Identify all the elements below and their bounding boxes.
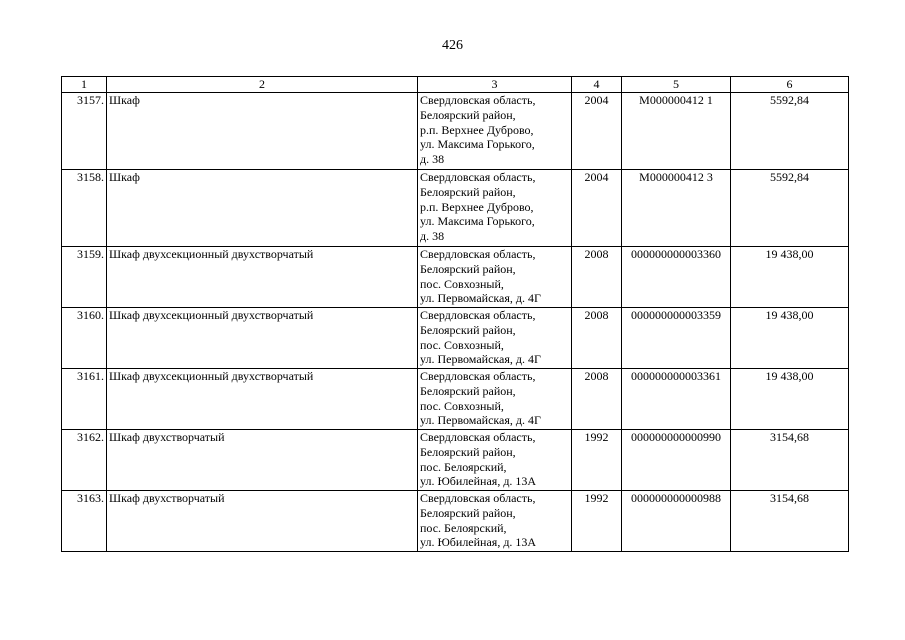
table-body — [62, 93, 849, 552]
header-col-6: 6 — [731, 77, 849, 93]
item-year: 2004 — [572, 93, 622, 170]
item-address: Свердловская область, Белоярский район, пос. Совхозный, ул. Первомайская, д. 4Г — [418, 308, 572, 369]
table-row — [62, 170, 849, 247]
item-cost: 19 438,00 — [731, 247, 849, 308]
property-table — [61, 76, 849, 552]
item-cost: 5592,84 — [731, 170, 849, 247]
page-number: 426 — [442, 38, 463, 53]
table-header-row — [62, 77, 849, 93]
header-col-5: 5 — [622, 77, 731, 93]
row-number: 3160. — [62, 308, 107, 369]
inventory-number: 000000000003360 — [622, 247, 731, 308]
item-name: Шкаф двухсекционный двухстворчатый — [107, 369, 418, 430]
row-number: 3161. — [62, 369, 107, 430]
item-address: Свердловская область, Белоярский район, пос. Совхозный, ул. Первомайская, д. 4Г — [418, 247, 572, 308]
item-year: 2008 — [572, 247, 622, 308]
table-header — [62, 77, 849, 93]
header-col-3: 3 — [418, 77, 572, 93]
inventory-number: 000000000000990 — [622, 430, 731, 491]
item-address: Свердловская область, Белоярский район, пос. Совхозный, ул. Первомайская, д. 4Г — [418, 369, 572, 430]
item-cost: 3154,68 — [731, 491, 849, 552]
table-row — [62, 93, 849, 170]
table-row — [62, 369, 849, 430]
item-cost: 19 438,00 — [731, 369, 849, 430]
item-year: 2008 — [572, 369, 622, 430]
item-year: 2004 — [572, 170, 622, 247]
item-address: Свердловская область, Белоярский район, пос. Белоярский, ул. Юбилейная, д. 13А — [418, 430, 572, 491]
header-col-1: 1 — [62, 77, 107, 93]
item-cost: 3154,68 — [731, 430, 849, 491]
inventory-number: 000000000000988 — [622, 491, 731, 552]
item-name: Шкаф двухстворчатый — [107, 430, 418, 491]
table-row — [62, 308, 849, 369]
item-name: Шкаф двухсекционный двухстворчатый — [107, 308, 418, 369]
inventory-number: М000000412 1 — [622, 93, 731, 170]
header-col-4: 4 — [572, 77, 622, 93]
item-name: Шкаф двухстворчатый — [107, 491, 418, 552]
item-cost: 19 438,00 — [731, 308, 849, 369]
item-name: Шкаф двухсекционный двухстворчатый — [107, 247, 418, 308]
item-cost: 5592,84 — [731, 93, 849, 170]
item-year: 1992 — [572, 430, 622, 491]
table-row — [62, 247, 849, 308]
row-number: 3159. — [62, 247, 107, 308]
item-address: Свердловская область, Белоярский район, р.п. Верхнее Дуброво, ул. Максима Горького, д. 38 — [418, 93, 572, 170]
row-number: 3162. — [62, 430, 107, 491]
item-address: Свердловская область, Белоярский район, пос. Белоярский, ул. Юбилейная, д. 13А — [418, 491, 572, 552]
item-address: Свердловская область, Белоярский район, р.п. Верхнее Дуброво, ул. Максима Горького, д. 38 — [418, 170, 572, 247]
row-number: 3163. — [62, 491, 107, 552]
row-number: 3158. — [62, 170, 107, 247]
inventory-number: 000000000003359 — [622, 308, 731, 369]
inventory-number: 000000000003361 — [622, 369, 731, 430]
inventory-number: М000000412 3 — [622, 170, 731, 247]
item-name: Шкаф — [107, 170, 418, 247]
row-number: 3157. — [62, 93, 107, 170]
item-year: 2008 — [572, 308, 622, 369]
table-row — [62, 430, 849, 491]
item-name: Шкаф — [107, 93, 418, 170]
header-col-2: 2 — [107, 77, 418, 93]
table-row — [62, 491, 849, 552]
item-year: 1992 — [572, 491, 622, 552]
